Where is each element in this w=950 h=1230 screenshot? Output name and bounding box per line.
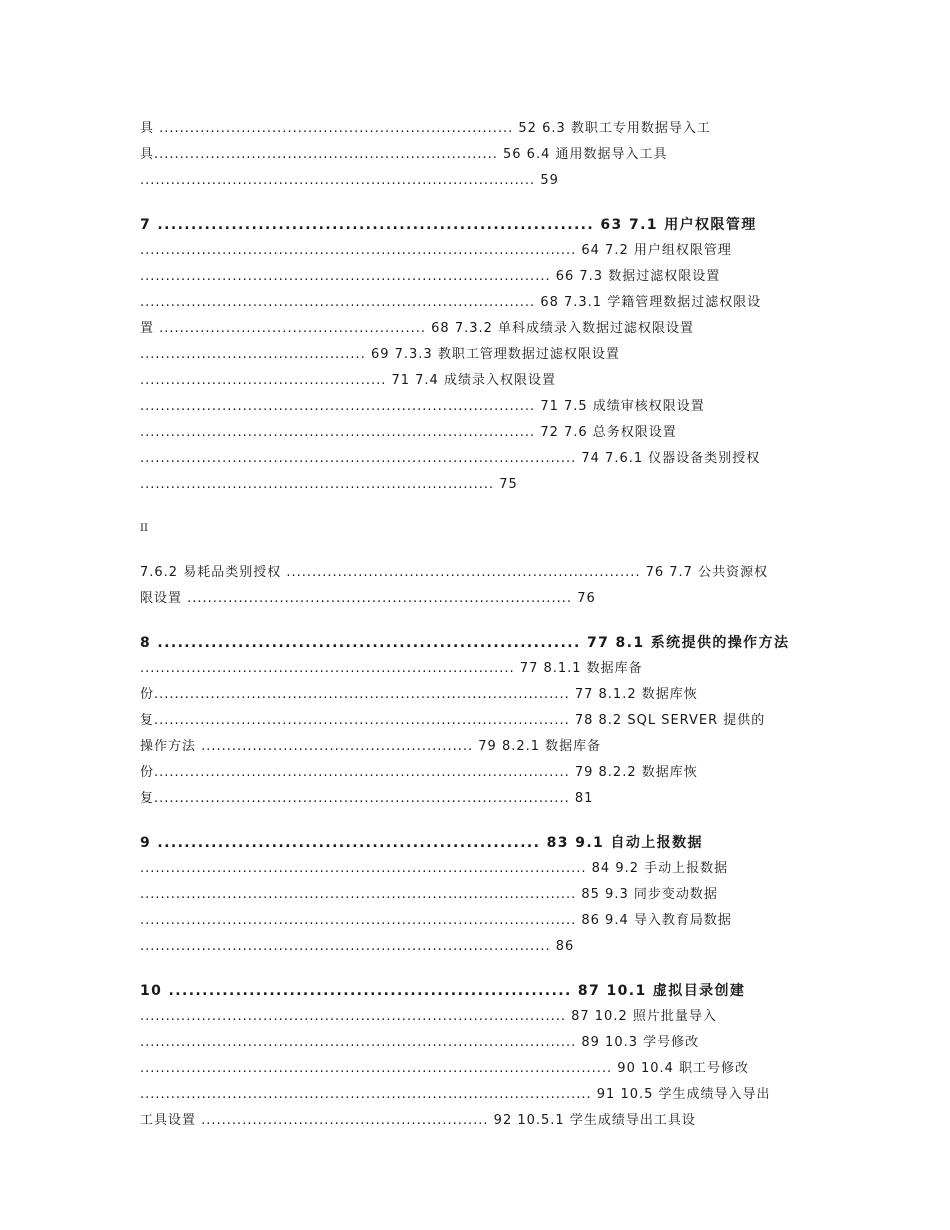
toc-chapter-8 xyxy=(140,630,830,812)
toc-line: ..................................................................................... 74 7.6.1 仪器设备类别授权 xyxy=(140,451,761,466)
toc-line: 份................................................................................. 79 8.2.2 数据库恢 xyxy=(140,765,698,780)
toc-page xyxy=(140,116,830,1134)
toc-line: 复................................................................................. 81 xyxy=(140,791,594,806)
toc-chapter-heading: 9 ......................................................... 83 9.1 自动上报数据 xyxy=(140,835,703,851)
toc-line: 7.6.2 易耗品类别授权 ..................................................................... 76 7.7 公共资源权 xyxy=(140,565,769,580)
toc-chapter-7 xyxy=(140,212,830,498)
toc-line: ................................................ 71 7.4 成绩录入权限设置 xyxy=(140,373,556,388)
toc-line: 限设置 ........................................................................... 76 xyxy=(140,591,596,606)
toc-chapter-heading: 10 ............................................................ 87 10.1 虚拟目录创建 xyxy=(140,983,746,999)
toc-line: ....................................................................................... 84 9.2 手动上报数据 xyxy=(140,861,729,876)
toc-line: ............................................................................. 68 7.3.1 学籍管理数据过滤权限设 xyxy=(140,295,762,310)
toc-line: 置 .................................................... 68 7.3.2 单科成绩录入数据过滤权限设置 xyxy=(140,321,695,336)
toc-line: ............................................................................. 71 7.5 成绩审核权限设置 xyxy=(140,399,705,414)
toc-line: ................................................................................... 87 10.2 照片批量导入 xyxy=(140,1009,717,1024)
toc-line: ..................................................................... 75 xyxy=(140,477,518,492)
toc-line: 操作方法 ..................................................... 79 8.2.1 数据库备 xyxy=(140,739,602,754)
page-number-mark: II xyxy=(140,523,148,534)
toc-line: ........................................................................................ 91 10.5 学生成绩导入导出 xyxy=(140,1087,771,1102)
toc-line: ............................................ 69 7.3.3 教职工管理数据过滤权限设置 xyxy=(140,347,620,362)
toc-line: ......................................................................... 77 8.1.1 数据库备 xyxy=(140,661,643,676)
toc-line: 工具设置 ........................................................ 92 10.5.1 学生成绩导出工具设 xyxy=(140,1113,696,1128)
toc-chapter-heading: 8 ............................................................... 77 8.1 系统提供的操作方法 xyxy=(140,635,790,651)
toc-line: ................................................................................ 66 7.3 数据过滤权限设置 xyxy=(140,269,721,284)
toc-line: ..................................................................................... 86 9.4 导入教育局数据 xyxy=(140,913,732,928)
toc-line: ............................................................................................ 90 10.4 职工号修改 xyxy=(140,1061,750,1076)
toc-line: 份................................................................................. 77 8.1.2 数据库恢 xyxy=(140,687,698,702)
toc-line: 具 ..................................................................... 52 6.3 教职工专用数据导入工 xyxy=(140,121,711,136)
toc-line: ..................................................................................... 85 9.3 同步变动数据 xyxy=(140,887,718,902)
toc-chapter-10 xyxy=(140,978,830,1134)
toc-line: ................................................................................ 86 xyxy=(140,939,575,954)
toc-block-6 xyxy=(140,116,830,194)
toc-line: 复................................................................................. 78 8.2 SQL SERVER 提供的 xyxy=(140,713,766,728)
toc-line: ............................................................................. 72 7.6 总务权限设置 xyxy=(140,425,677,440)
toc-block-7-cont xyxy=(140,560,830,612)
toc-line: ............................................................................. 59 xyxy=(140,173,559,188)
toc-chapter-heading: 7 ................................................................. 63 7.1 用户权限管理 xyxy=(140,217,757,233)
toc-line: ..................................................................................... 89 10.3 学号修改 xyxy=(140,1035,700,1050)
toc-line: 具................................................................... 56 6.4 通用数据导入工具 xyxy=(140,147,668,162)
toc-line: ..................................................................................... 64 7.2 用户组权限管理 xyxy=(140,243,732,258)
toc-chapter-9 xyxy=(140,830,830,960)
